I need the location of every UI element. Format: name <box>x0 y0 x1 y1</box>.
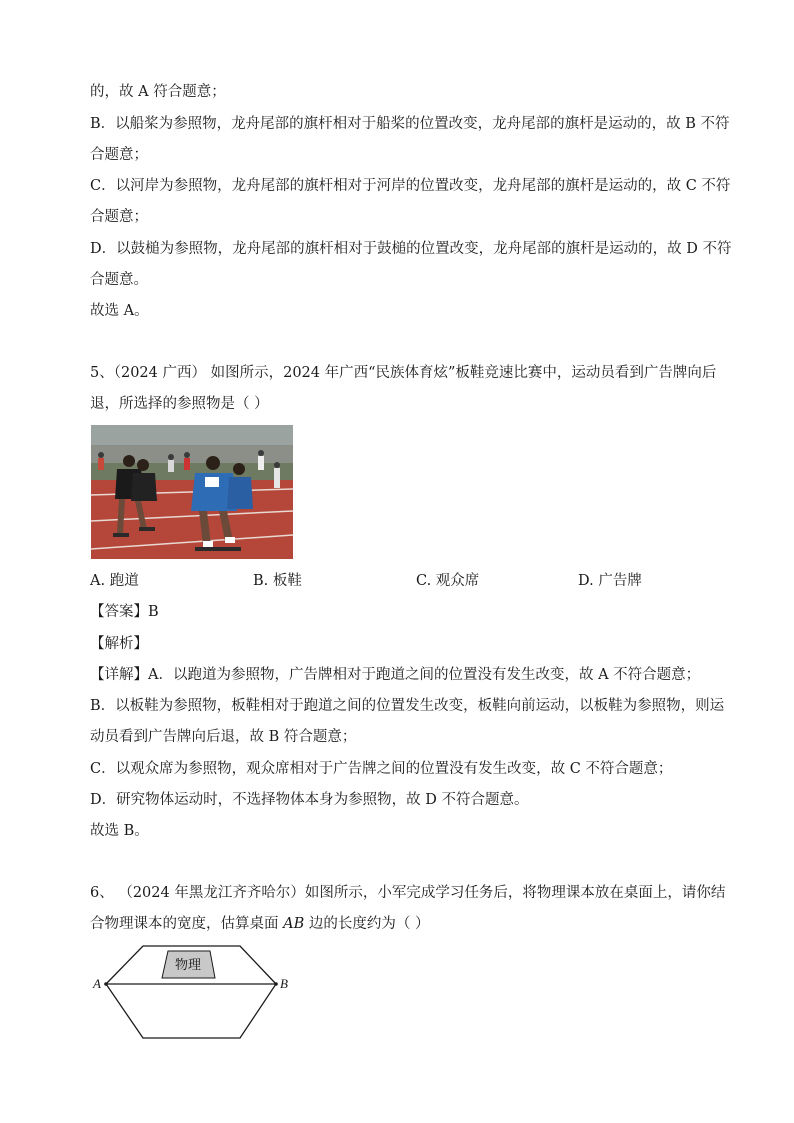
question-6-line-2 <box>90 915 429 933</box>
option-a: A. 跑道 <box>90 573 139 589</box>
line-3: C．以河岸为参照物，龙舟尾部的旗杆相对于河岸的位置改变，龙舟尾部的旗杆是运动的，故 C 不符 <box>90 178 731 194</box>
race-photo <box>91 425 293 559</box>
point-b <box>274 982 278 986</box>
edge-ab-label: AB <box>283 916 305 932</box>
point-a-label: A <box>93 976 101 991</box>
detail-line-4: C．以观众席为参照物，观众席相对于广告牌之间的位置没有发生改变，故 C 不符合题意； <box>90 761 673 777</box>
question-5-line-1: 5、（2024 广西） 如图所示，2024 年广西“民族体育炫”板鞋竞速比赛中，运动员看到广告牌向后 <box>90 365 717 381</box>
line-4: 合题意； <box>90 209 148 225</box>
line-5: D．以鼓槌为参照物，龙舟尾部的旗杆相对于鼓槌的位置改变，龙舟尾部的旗杆是运动的，故 D 不符 <box>90 241 732 257</box>
line-0: 的，故 A 符合题意； <box>90 84 226 100</box>
question-6-line-1: 6、 （2024 年黑龙江齐齐哈尔）如图所示，小军完成学习任务后，将物理课本放在桌面上，请你结 <box>90 885 726 901</box>
line-7: 故选 A。 <box>90 303 149 319</box>
detail-line-1: 【详解】A．以跑道为参照物，广告牌相对于跑道之间的位置没有发生改变，故 A 不符合题意； <box>90 667 701 683</box>
question-6-text-pre: 合物理课本的宽度，估算桌面 <box>90 916 284 932</box>
detail-line-3: 动员看到广告牌向后退，故 B 符合题意； <box>90 729 357 745</box>
analysis-heading: 【解析】 <box>90 636 148 652</box>
desk-diagram <box>88 940 298 1045</box>
line-1: B．以船桨为参照物，龙舟尾部的旗杆相对于船桨的位置改变，龙舟尾部的旗杆是运动的，故 B 不符 <box>90 116 730 132</box>
line-6: 合题意。 <box>90 272 148 288</box>
option-b: B. 板鞋 <box>253 573 302 589</box>
answer-line: 【答案】B <box>90 604 159 620</box>
question-5-line-2: 退，所选择的参照物是（ ） <box>90 396 269 412</box>
detail-line-2: B．以板鞋为参照物，板鞋相对于跑道之间的位置发生改变，板鞋向前运动，以板鞋为参照物，则运 <box>90 698 725 714</box>
book-label: 物理 <box>174 957 202 972</box>
option-c: C. 观众席 <box>416 573 480 589</box>
detail-line-5: D．研究物体运动时，不选择物体本身为参照物，故 D 不符合题意。 <box>90 792 529 808</box>
detail-line-6: 故选 B。 <box>90 823 149 839</box>
question-6-text-post: 边的长度约为（ ） <box>304 916 430 932</box>
point-a <box>104 982 108 986</box>
line-2: 合题意； <box>90 147 148 163</box>
option-d: D. 广告牌 <box>578 573 642 589</box>
point-b-label: B <box>280 976 288 991</box>
